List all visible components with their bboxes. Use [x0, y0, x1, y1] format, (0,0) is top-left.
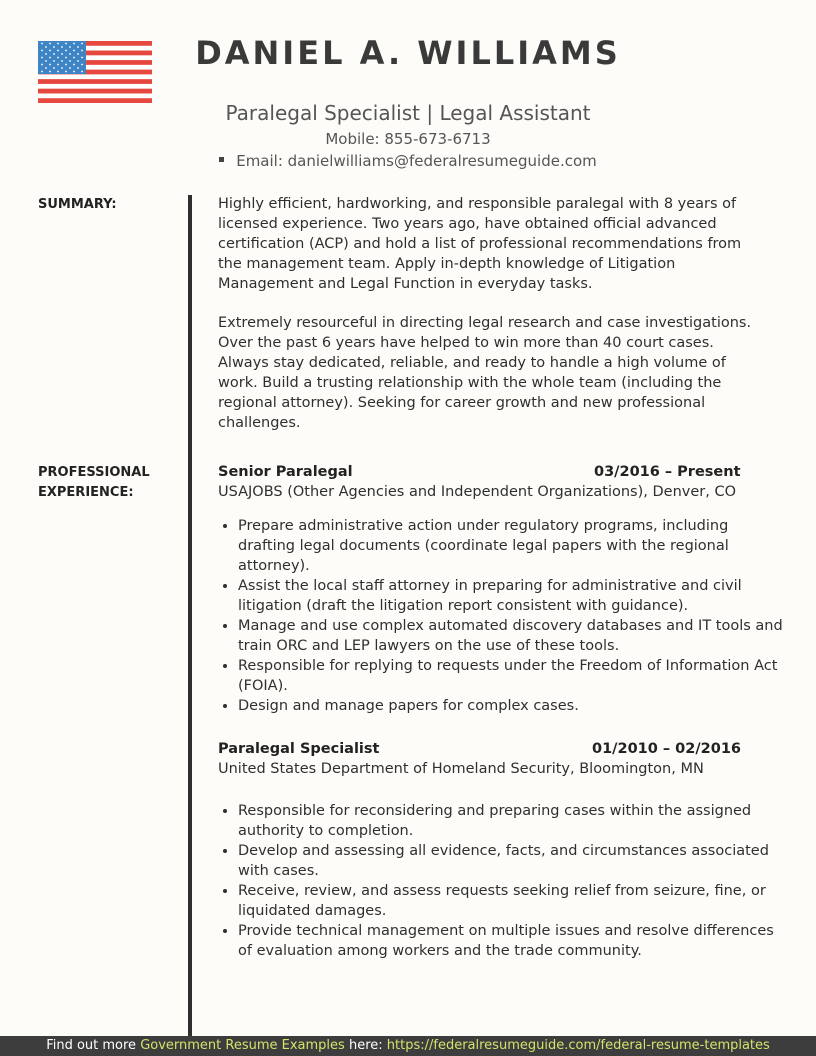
summary-paragraph-2: Extremely resourceful in directing legal research and case investigations. Over the past 6 years have helped to win more than 40 court cases. Always stay dedicated, reliable, and ready to handle a high volume of work. Build a trusting relationship with the whole team (including the regional attorney). Seeking for career growth and new professional challenges.	[218, 315, 752, 431]
list-item: • Receive, review, and assess requests seeking relief from seizure, fine, or liquidated damages.	[238, 881, 788, 921]
job-organization: USAJOBS (Other Agencies and Independent Organizations), Denver, CO	[218, 484, 736, 500]
job-dates: 03/2016 – Present	[594, 464, 741, 480]
footer-prefix: Find out more	[46, 1038, 141, 1053]
experience-label-line2: EXPERIENCE:	[38, 485, 134, 500]
footer-banner	[0, 1036, 816, 1056]
job-title: Paralegal Specialist	[218, 741, 380, 757]
candidate-name: DANIEL A. WILLIAMS	[195, 34, 621, 72]
summary-label: SUMMARY:	[38, 197, 117, 212]
experience-label	[38, 463, 150, 503]
job-subtitle: Paralegal Specialist | Legal Assistant	[225, 101, 591, 125]
list-item: • Provide technical management on multiple issues and resolve differences of evaluation among workers and the trade community.	[238, 921, 788, 961]
job-organization: United States Department of Homeland Security, Bloomington, MN	[218, 761, 704, 777]
list-item: • Assist the local staff attorney in preparing for administrative and civil litigation (draft the litigation report consistent with guidance).	[238, 576, 788, 616]
list-item: • Design and manage papers for complex cases.	[238, 696, 788, 716]
summary-paragraph-1: Highly efficient, hardworking, and responsible paralegal with 8 years of licensed experience. Two years ago, have obtained official advanced certification (ACP) and hold a list of professional recommendations from the management team. Apply in-depth knowledge of Litigation Management and Legal Function in everyday tasks.	[218, 196, 742, 292]
vertical-divider	[188, 195, 192, 1037]
list-item: • Develop and assessing all evidence, facts, and circumstances associated with cases.	[238, 841, 788, 881]
footer-examples-link[interactable]: Government Resume Examples	[140, 1038, 345, 1053]
footer-middle: here:	[344, 1038, 387, 1053]
email-line	[0, 152, 816, 170]
footer-url-link[interactable]: https://federalresumeguide.com/federal-resume-templates	[386, 1038, 770, 1053]
job-bullet-list	[218, 801, 788, 961]
job-title: Senior Paralegal	[218, 464, 353, 480]
bullet-square-icon	[219, 157, 224, 162]
job-dates: 01/2010 – 02/2016	[592, 741, 742, 757]
list-item: • Responsible for reconsidering and preparing cases within the assigned authority to completion.	[238, 801, 788, 841]
experience-label-line1: PROFESSIONAL	[38, 465, 150, 480]
list-item: • Prepare administrative action under regulatory programs, including drafting legal documents (coordinate legal papers with the regional attorney).	[238, 516, 788, 576]
list-item: • Manage and use complex automated discovery databases and IT tools and train ORC and LEP lawyers on the use of these tools.	[238, 616, 788, 656]
job-bullet-list	[218, 516, 788, 716]
email-address: Email: danielwilliams@federalresumeguide.com	[236, 152, 597, 170]
mobile-number: Mobile: 855-673-6713	[325, 130, 491, 148]
list-item: • Responsible for replying to requests under the Freedom of Information Act (FOIA).	[238, 656, 788, 696]
